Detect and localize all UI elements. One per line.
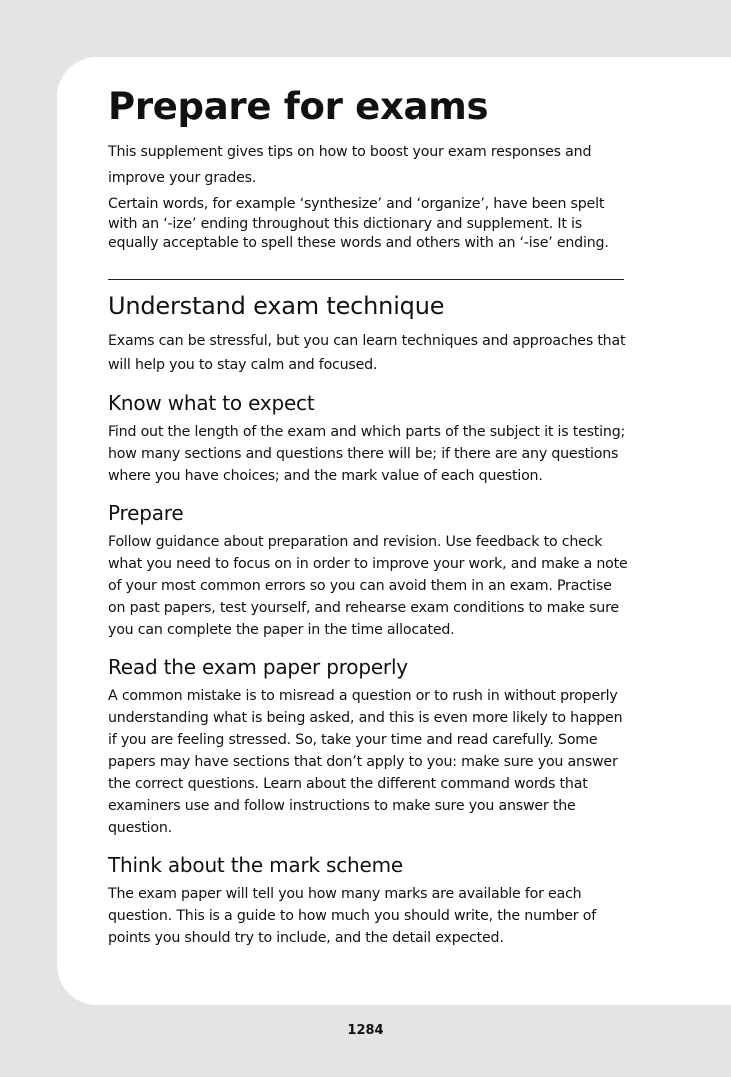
section-divider: [108, 279, 624, 280]
page-number: 1284: [347, 1023, 384, 1038]
subsection-heading-prepare: Prepare: [108, 500, 184, 525]
intro-paragraph: This supplement gives tips on how to boost your exam responses and improve your grades.: [108, 144, 592, 186]
subsection-heading-know-what-to-expect: Know what to expect: [108, 390, 315, 415]
subsection-text-know-what-to-expect: Find out the length of the exam and which parts of the subject it is testing; how many sections and questions there will be; if there are any questions where you have choices; and the mark value of each question.: [108, 423, 626, 484]
subsection-heading-mark-scheme: Think about the mark scheme: [108, 852, 403, 877]
subsection-text-prepare: Follow guidance about preparation and revision. Use feedback to check what you need to focus on in order to improve your work, and make a note of your most common errors so you can avoid them in an exam. Practise on past papers, test yourself, and rehearse exam conditions to make sure you can complete the paper in the time allocated.: [108, 533, 628, 638]
page-title: Prepare for exams: [108, 85, 489, 128]
subsection-text-mark-scheme: The exam paper will tell you how many marks are available for each question. This is a guide to how much you should write, the number of points you should try to include, and the detail expected.: [108, 885, 597, 946]
section-lead-paragraph: Exams can be stressful, but you can learn techniques and approaches that will help you to stay calm and focused.: [108, 332, 626, 373]
spelling-note-paragraph: Certain words, for example ‘synthesize’ and ‘organize’, have been spelt with an ‘-ize’ ending throughout this dictionary and supplement. It is equally acceptable to spell these words and others with an ‘-ise’ ending.: [108, 196, 609, 251]
page-content: [108, 85, 628, 949]
page-sheet: [57, 57, 731, 1005]
section-heading: Understand exam technique: [108, 291, 445, 320]
subsection-text-read-exam-paper: A common mistake is to misread a question or to rush in without properly understanding what is being asked, and this is even more likely to happen if you are feeling stressed. So, take your time and read carefully. Some papers may have sections that don’t apply to you: make sure you answer the correct questions. Learn about the different command words that examiners use and follow instructions to make sure you answer the question.: [108, 687, 623, 836]
subsection-heading-read-exam-paper: Read the exam paper properly: [108, 654, 408, 679]
